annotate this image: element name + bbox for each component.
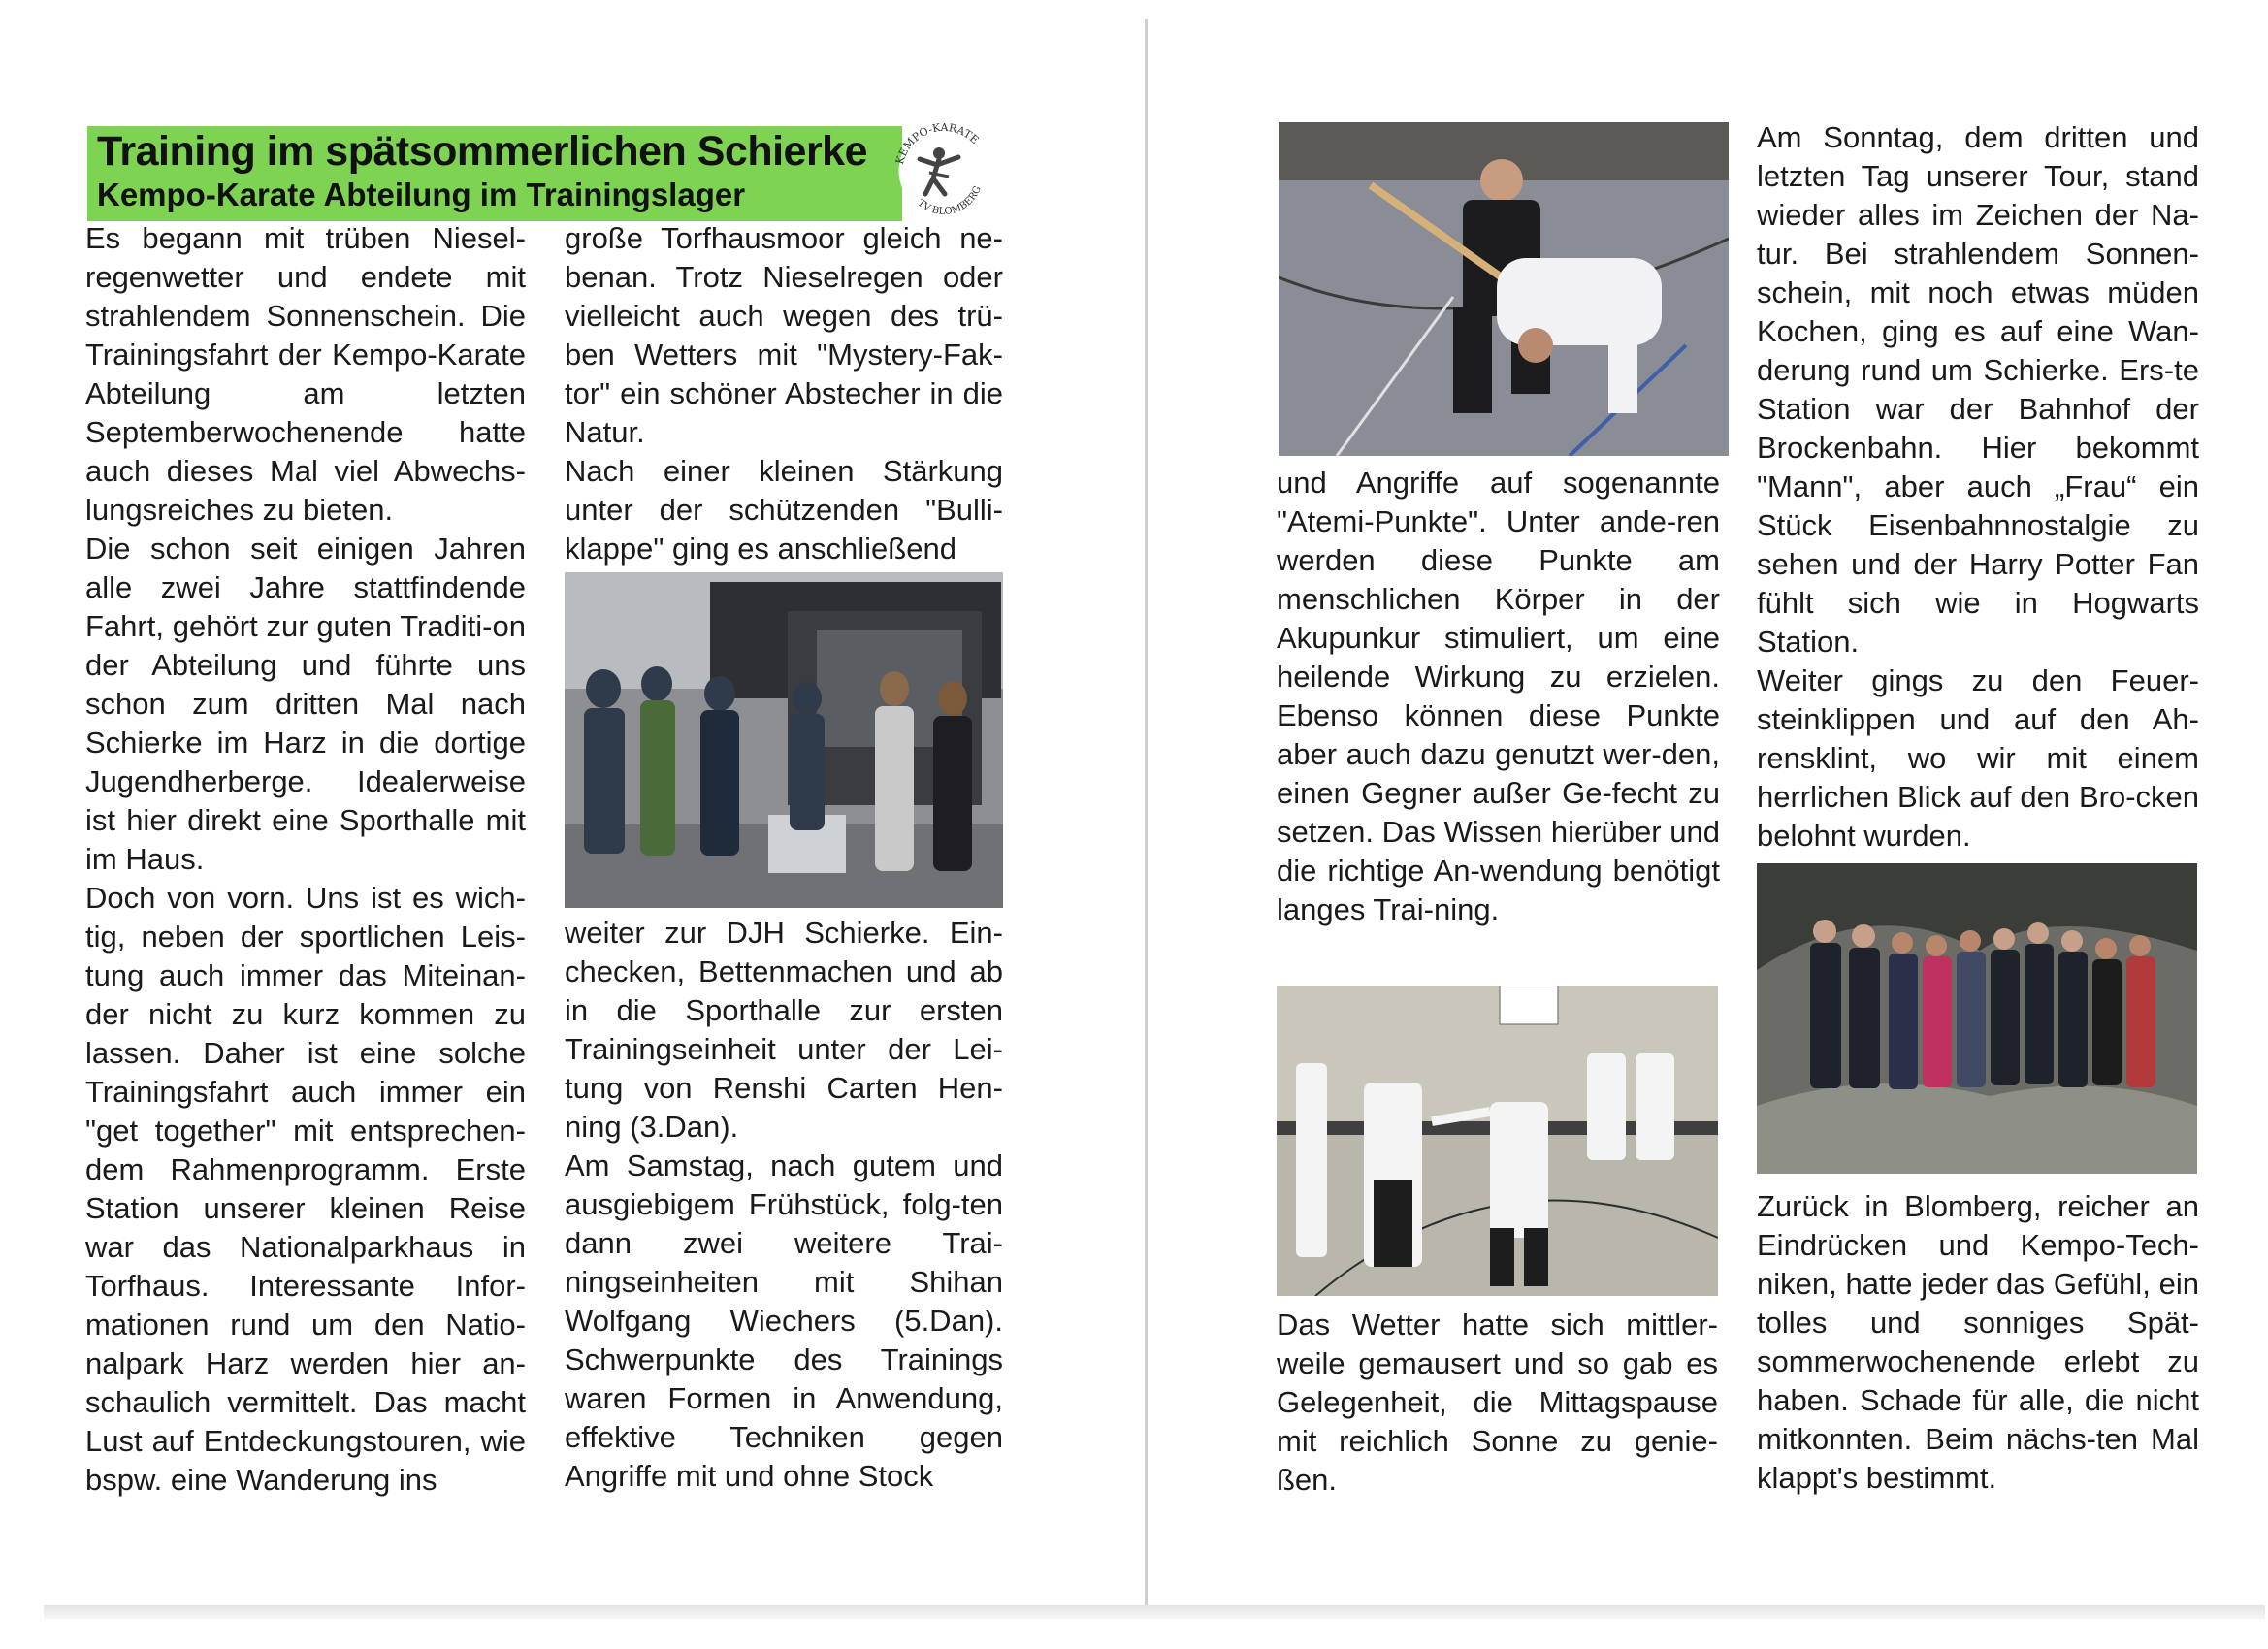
- paragraph: Zurück in Blomberg, reicher an Eindrücken und Kempo-Tech-niken, hatte jeder das Gefühl, ein tolles und sonniges Spät-sommerwochenende erlebt zu haben. Schade für alle, die nicht mitkonnten. Beim nächs-ten Mal klappt's bestimmt.: [1757, 1189, 2199, 1495]
- club-logo: [891, 114, 997, 221]
- text-column-1: [85, 219, 526, 1500]
- paragraph: Am Sonntag, dem dritten und letzten Tag unserer Tour, stand wieder alles im Zeichen der Na-tur. Bei strahlendem Sonnen-schein, mit noch etwas müden Kochen, ging es auf eine Wan-derung rund um Schierke. Ers-te Station war der Bahnhof der Brockenbahn. Hier bekommt "Mann", aber auch „Frau“ ein Stück Eisenbahnnostalgie zu sehen und der Harry Potter Fan fühlt sich wie in Hogwarts Station.: [1757, 120, 2199, 659]
- paragraph: Das Wetter hatte sich mittler-weile gemausert und so gab es Gelegenheit, die Mittagspause mit reichlich Sonne zu genie-ßen.: [1277, 1308, 1718, 1497]
- paragraph: Nach einer kleinen Stärkung unter der schützenden "Bulli-klappe" ging es anschließend: [565, 454, 1003, 566]
- page-fold: [1145, 19, 1148, 1610]
- paragraph: Doch von vorn. Uns ist es wich-tig, neben der sportlichen Leis-tung auch immer das Miteinan-der nicht zu kurz kommen zu lassen. Daher ist eine solche Trainingsfahrt auch immer ein "get together" mit entsprechen-dem Rahmenprogramm. Erste Station unserer kleinen Reise war das Nationalparkhaus in Torfhaus. Interessante Infor-mationen rund um den Natio-nalpark Harz werden hier an-schaulich vermittelt. Das macht Lust auf Entdeckungstouren, wie bspw. eine Wanderung ins: [85, 881, 526, 1497]
- paragraph: Es begann mit trüben Niesel-regenwetter und endete mit strahlendem Sonnenschein. Die Trainingsfahrt der Kempo-Karate Abteilung am letzten Septemberwochenende hatte auch dieses Mal viel Abwechs-lungsreiches zu bieten.: [85, 221, 526, 527]
- text-column-4-bottom: [1757, 1187, 2199, 1498]
- paragraph: und Angriffe auf sogenannte "Atemi-Punkte". Unter ande-ren werden diese Punkte am menschlichen Körper in der Akupunkur stimuliert, um eine heilende Wirkung zu erzielen. Ebenso können diese Punkte aber auch dazu genutzt wer-den, einen Gegner außer Ge-fecht zu setzen. Das Wissen hierüber und die richtige An-wendung benötigt langes Trai-ning.: [1277, 466, 1720, 926]
- article-subtitle: Kempo-Karate Abteilung im Trainingslager: [97, 177, 746, 212]
- paragraph: Am Samstag, nach gutem und ausgiebigem Frühstück, folg-ten dann zwei weitere Trai-ningseinheiten mit Shihan Wolfgang Wiechers (5.Dan). Schwerpunkte des Trainings waren Formen in Anwendung, effektive Techniken gegen Angriffe mit und ohne Stock: [565, 1148, 1003, 1493]
- text-column-4-top: [1757, 118, 2199, 856]
- text-column-3-top: [1277, 464, 1720, 929]
- article-title: Training im spätsommerlichen Schierke: [97, 128, 868, 175]
- photo-group-at-van: [565, 572, 1003, 908]
- paragraph: weiter zur DJH Schierke. Ein-checken, Bettenmachen und ab in die Sporthalle zur ersten Trainingseinheit unter der Lei-tung von Renshi Carten Hen-ning (3.Dan).: [565, 916, 1003, 1144]
- text-column-3-bottom: [1277, 1306, 1718, 1500]
- paragraph: Die schon seit einigen Jahren alle zwei Jahre stattfindende Fahrt, gehört zur guten Traditi-on der Abteilung und führte uns schon zum dritten Mal nach Schierke im Harz in die dortige Jugendherberge. Idealerweise ist hier direkt eine Sporthalle mit im Haus.: [85, 532, 526, 876]
- photo-karate-throw: [1279, 122, 1729, 456]
- text-column-2-top: [565, 219, 1003, 568]
- paragraph: Weiter gings zu den Feuer-steinklippen und auf den Ah-rensklint, wo wir mit einem herrlichen Blick auf den Bro-cken belohnt wurden.: [1757, 663, 2199, 853]
- headline-box: [87, 126, 902, 221]
- svg-text:TV BLOMBERG: TV BLOMBERG: [915, 184, 984, 217]
- photo-sports-hall-training: [1277, 986, 1718, 1296]
- photo-group-at-rocks: [1757, 863, 2197, 1174]
- svg-text:KEMPO-KARATE: KEMPO-KARATE: [892, 120, 982, 166]
- text-column-2-bottom: [565, 914, 1003, 1496]
- page-bottom-edge: [44, 1605, 2265, 1619]
- paragraph: große Torfhausmoor gleich ne-benan. Trotz Nieselregen oder vielleicht auch wegen des trü-ben Wetters mit "Mystery-Fak-tor" ein schöner Abstecher in die Natur.: [565, 221, 1003, 449]
